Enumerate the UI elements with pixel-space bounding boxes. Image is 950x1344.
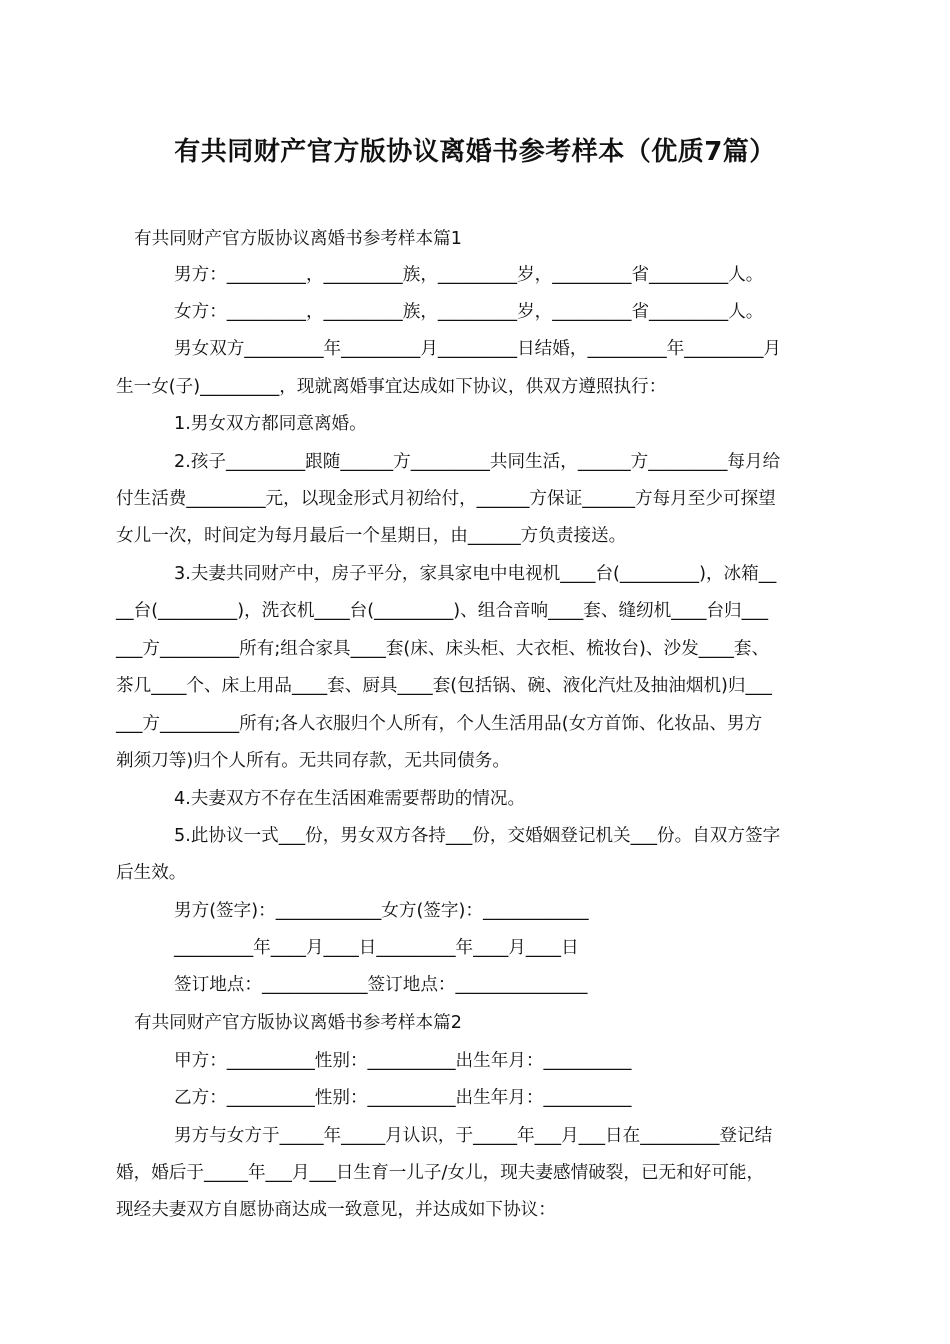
paragraph-line: 4.夫妻双方不存在生活困难需要帮助的情况。 (174, 789, 526, 809)
paragraph-line: 1.男女双方都同意离婚。 (174, 414, 367, 434)
paragraph-line: 乙方：__________性别：__________出生年月：__________ (174, 1088, 632, 1108)
paragraph-line: 女儿一次，时间定为每月最后一个星期日，由______方负责接送。 (116, 526, 627, 546)
paragraph-line: 男女双方_________年_________月_________日结婚，_________年_________月 (174, 339, 781, 359)
paragraph-line: 男方：_________，_________族，_________岁，_________省_________人。 (174, 265, 764, 285)
paragraph-line: 生一女(子)_________，现就离婚事宜达成如下协议，供双方遵照执行： (116, 377, 667, 397)
paragraph-line: 5.此协议一式___份，男女双方各持___份，交婚姻登记机关___份。自双方签字 (174, 826, 781, 846)
paragraph-line: 付生活费_________元，以现金形式月初给付，______方保证______方每月至少可探望 (116, 489, 776, 509)
date-line: _________年____月____日_________年____月____日 (174, 938, 579, 958)
paragraph-line: 现经夫妻双方自愿协商达成一致意见，并达成如下协议： (116, 1200, 556, 1220)
signature-line: 男方(签字)：____________女方(签字)：____________ (174, 901, 589, 921)
paragraph-line: 剃须刀等)归个人所有。无共同存款，无共同债务。 (116, 751, 510, 771)
paragraph-line: 3.夫妻共同财产中，房子平分，家具家电中电视机____台(_________)，冰箱__ (174, 564, 777, 584)
paragraph-line: __台(_________)，洗衣机____台(_________)、组合音响____套、缝纫机____台归___ (116, 601, 769, 621)
paragraph-line: ___方_________所有;各人衣服归个人所有，个人生活用品(女方首饰、化妆品、男方 (116, 714, 763, 734)
location-line: 签订地点：____________签订地点：_______________ (174, 975, 588, 995)
paragraph-line: 2.孩子_________跟随______方_________共同生活，______方_________每月给 (174, 452, 781, 472)
paragraph-line: 女方：_________，_________族，_________岁，_________省_________人。 (174, 302, 764, 322)
paragraph-line: ___方_________所有;组合家具____套(床、床头柜、大衣柜、梳妆台)、沙发____套、 (116, 639, 770, 659)
paragraph-line: 男方与女方于_____年_____月认识，于_____年___月___日在_________登记结 (174, 1126, 773, 1146)
paragraph-line: 后生效。 (116, 863, 187, 883)
paragraph-line: 茶几____个、床上用品____套、厨具____套(包括锅、碗、液化汽灶及抽油烟机)归___ (116, 676, 772, 696)
section-heading: 有共同财产官方版协议离婚书参考样本篇2 (134, 1013, 462, 1033)
section-heading: 有共同财产官方版协议离婚书参考样本篇1 (134, 229, 462, 249)
page-title: 有共同财产官方版协议离婚书参考样本（优质7篇） (174, 137, 776, 167)
paragraph-line: 婚，婚后于_____年___月___日生育一儿子/女儿，现夫妻感情破裂，已无和好可能， (116, 1163, 765, 1183)
paragraph-line: 甲方：__________性别：__________出生年月：__________ (174, 1051, 632, 1071)
